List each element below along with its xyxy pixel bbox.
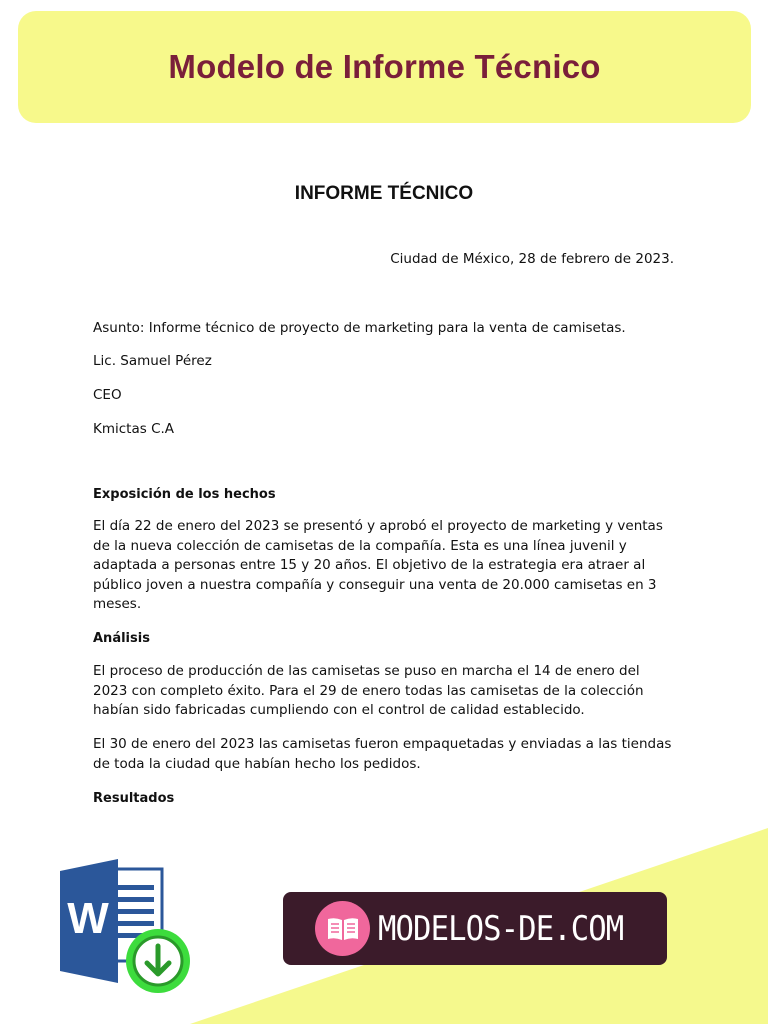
subject-line: Asunto: Informe técnico de proyecto de marketing para la venta de camisetas. [93,320,626,336]
section-heading-exposicion: Exposición de los hechos [93,487,276,502]
brand-banner[interactable] [283,892,667,965]
book-logo [315,901,370,956]
svg-text:W: W [67,894,109,943]
open-book-icon [326,916,360,942]
recipient-name: Lic. Samuel Pérez [93,353,212,369]
section-heading-resultados: Resultados [93,791,175,806]
document-title: INFORME TÉCNICO [294,183,474,204]
section-heading-analisis: Análisis [93,631,150,646]
section-body-exposicion: El día 22 de enero del 2023 se presentó y aprobó el proyecto de marketing y ventas de la nueva colección de camisetas de la compañía. Esta es una línea juvenil y adaptada a personas entre 15 y 20 años. El objetivo de la estrategia era atraer al público joven a nuestra compañía y conseguir una venta de 20.000 camisetas en 3 meses. [93,518,663,612]
section-body-analisis-2: El 30 de enero del 2023 las camisetas fueron empaquetadas y enviadas a las tiendas de toda la ciudad que habían hecho los pedidos. [93,736,672,772]
recipient-role: CEO [93,387,122,403]
page-title: Modelo de Informe Técnico [168,48,601,85]
brand-name: MODELOS-DE.COM [378,908,624,949]
document-date: Ciudad de México, 28 de febrero de 2023. [390,251,674,267]
word-download-icon[interactable] [56,857,196,997]
section-body-analisis-1: El proceso de producción de las camisetas se puso en marcha el 14 de enero del 2023 con completo éxito. Para el 29 de enero todas las camisetas de la colección habían sido fabricadas cumpliendo con el control de calidad establecido. [93,663,644,718]
recipient-company: Kmictas C.A [93,421,175,437]
